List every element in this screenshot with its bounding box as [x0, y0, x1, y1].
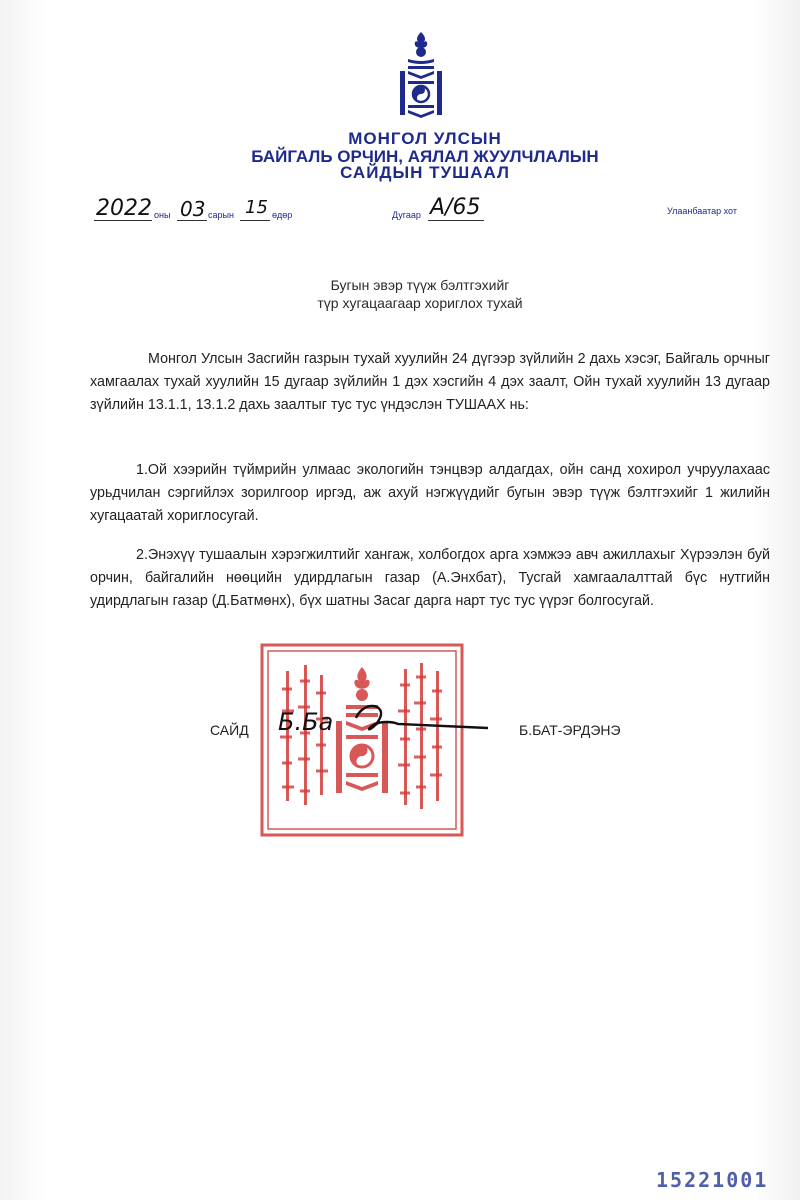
- document-stamp-number: 15221001: [656, 1168, 769, 1192]
- header-line-1: МОНГОЛ УЛСЫН: [348, 129, 502, 148]
- body-item-1: 1.Ой хээрийн түймрийн улмаас экологийн тэнцвэр алдагдах, ойн санд хохирол учруулахаас урьдчилан сэргийлэх зорилгоор иргэд, аж ахуй нэгжүүдийг бугын эвэр түүж бэлтгэхийг 1 жилийн хугацаатай хориглосугай.: [90, 462, 770, 524]
- date-month-label: сарын: [208, 210, 234, 220]
- signer-position: САЙД: [210, 722, 249, 738]
- date-month: 03: [180, 197, 206, 221]
- handwritten-signature: [268, 690, 488, 750]
- date-year-label: оны: [154, 210, 171, 220]
- body-intro: Монгол Улсын Засгийн газрын тухай хуулийн 24 дүгээр зүйлийн 2 дахь хэсэг, Байгаль орчныг хамгаалах тухай хуулийн 15 дугаар зүйлийн 1 дэх хэсгийн 4 дэх заалт, Ойн тухай хуулийн 13 дугаар зүйлийн 13.1.1, 13.1.2 дахь заалтыг тус тус үндэслэн ТУШААХ нь:: [90, 351, 770, 413]
- date-day-label: өдөр: [272, 210, 293, 220]
- city-label: Улаанбаатар хот: [667, 206, 737, 216]
- date-day: 15: [245, 197, 268, 218]
- year-underline: [94, 220, 152, 221]
- header-line-2: БАЙГАЛЬ ОРЧИН, АЯЛАЛ ЖУУЛЧЛАЛЫН: [251, 147, 599, 166]
- day-underline: [240, 220, 270, 221]
- date-year: 2022: [96, 196, 152, 221]
- header-line-3: САЙДЫН ТУШААЛ: [340, 163, 510, 182]
- body-item-2: 2.Энэхүү тушаалын хэрэгжилтийг хангаж, холбогдох арга хэмжээ авч ажиллахыг Хүрээлэн буй орчин, байгалийн нөөцийн удирдлагын газар (А.Энхбат), Тусгай хамгаалалттай бүс нутгийн удирдлагын газар (Д.Батмөнх), бүх шатны Засаг дарга нарт тус тус үүрэг болгосугай.: [90, 547, 770, 609]
- order-title-line-1: Бугын эвэр түүж бэлтгэхийг: [330, 277, 510, 293]
- soyombo-emblem-icon: [398, 30, 444, 120]
- signature-text: Б.Ба: [278, 708, 334, 736]
- signer-name: Б.БАТ-ЭРДЭНЭ: [519, 722, 621, 738]
- month-underline: [177, 220, 207, 221]
- number-label: Дугаар: [392, 210, 421, 220]
- number-underline: [428, 220, 484, 221]
- order-number: А/65: [430, 195, 481, 220]
- order-title-line-2: түр хугацаагаар хориглох тухай: [317, 295, 523, 311]
